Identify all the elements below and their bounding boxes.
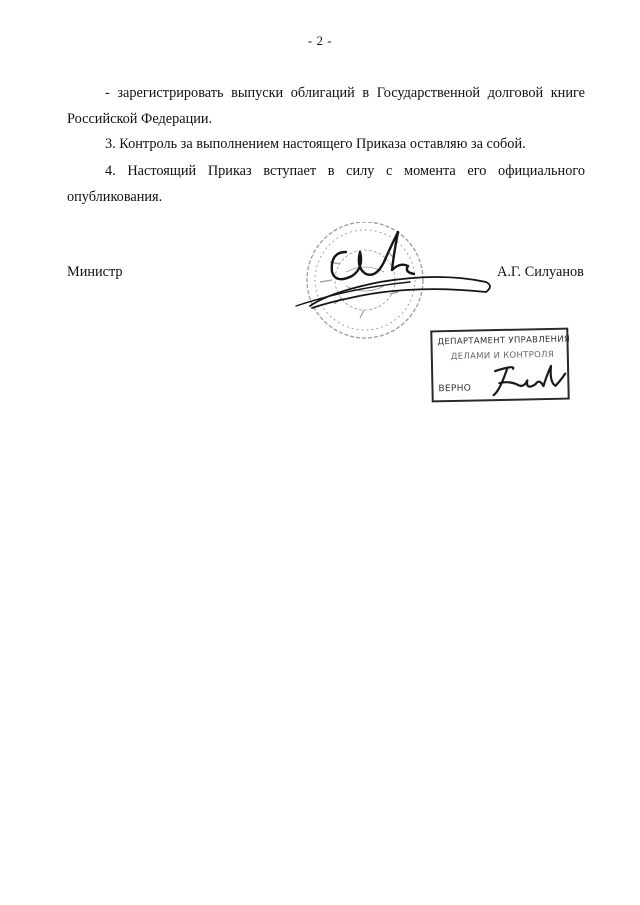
paragraph-control: 3. Контроль за выполнением настоящего Приказа оставляю за собой. [105,136,526,152]
signature-position-label: Министр [67,264,123,280]
certify-stamp-line1: ДЕПАРТАМЕНТ УПРАВЛЕНИЯ [437,334,571,348]
paragraph-effective-date: 4. Настоящий Приказ вступает в силу с момента его официального опубликования. [67,163,585,205]
certify-stamp-line3: ВЕРНО [438,383,472,395]
certification-stamp [430,328,569,403]
certifier-signature-icon [485,360,570,402]
page-number: - 2 - [307,33,333,48]
seal-with-signature [290,222,510,342]
official-seal-icon [307,222,423,338]
certify-stamp-line2: ДЕЛАМИ И КОНТРОЛЯ [450,349,555,363]
minister-signature-icon [296,232,490,308]
signatory-name: А.Г. Силуанов [497,264,584,280]
paragraph-register-bonds: - зарегистрировать выпуски облигаций в Государственной долговой книге Российской Федерации. [67,85,585,127]
